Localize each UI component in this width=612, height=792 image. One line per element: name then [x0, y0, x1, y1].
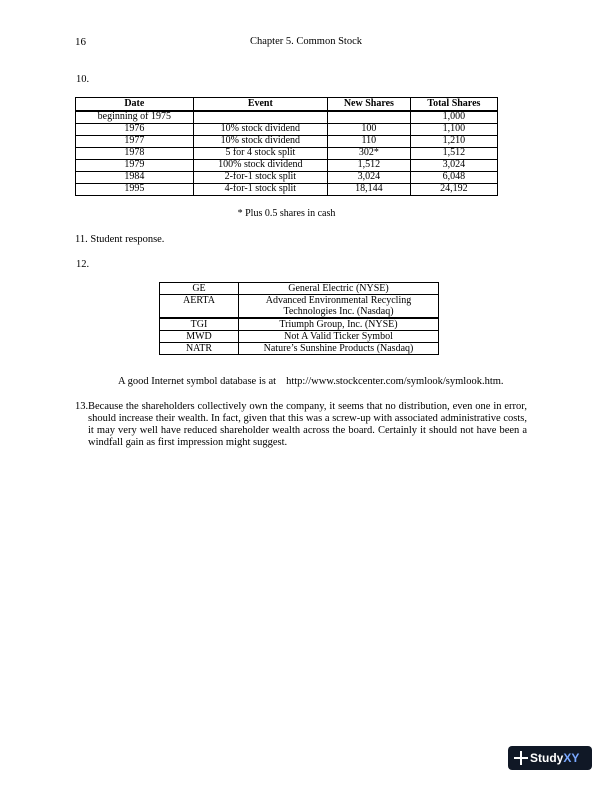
badge-xy-text: XY [563, 751, 580, 765]
table-row [160, 295, 439, 319]
cell-new-shares: 100 [328, 124, 411, 136]
table-row [160, 318, 439, 331]
cell-company: Triumph Group, Inc. (NYSE) [239, 318, 439, 331]
table-row [160, 343, 439, 355]
cell-event: 4-for-1 stock split [193, 184, 327, 196]
cell-ticker: AERTA [160, 295, 239, 319]
plus-icon [508, 746, 530, 770]
cell-new-shares [328, 111, 411, 124]
question-13 [75, 401, 527, 449]
column-header-total-shares: Total Shares [410, 98, 497, 112]
question-11: 11. Student response. [75, 234, 165, 245]
cell-ticker: MWD [160, 331, 239, 343]
cell-date: 1978 [76, 148, 194, 160]
studyxy-badge[interactable] [508, 746, 592, 770]
cell-company: Not A Valid Ticker Symbol [239, 331, 439, 343]
stock-history-table [75, 97, 498, 196]
badge-study-text: Study [530, 751, 564, 765]
table-row [76, 124, 498, 136]
cell-date: 1977 [76, 136, 194, 148]
cell-new-shares: 1,512 [328, 160, 411, 172]
question-12-label: 12. [76, 259, 90, 270]
table-row [76, 148, 498, 160]
column-header-event: Event [193, 98, 327, 112]
symbol-database-text: A good Internet symbol database is at [118, 376, 277, 387]
cell-new-shares: 18,144 [328, 184, 411, 196]
cell-event: 100% stock dividend [193, 160, 327, 172]
table-row [160, 283, 439, 295]
cell-total-shares: 3,024 [410, 160, 497, 172]
cell-total-shares: 1,000 [410, 111, 497, 124]
question-10-label: 10. [76, 74, 90, 85]
table-row [160, 331, 439, 343]
cell-total-shares: 1,512 [410, 148, 497, 160]
question-13-answer: Because the shareholders collectively own the company, it seems that no distribution, even one in error, should increase their wealth. In fact, given that this was a screw-up with associated administrative costs, it may very well have reduced shareholder wealth across the board. Certainly it should not have been a windfall gain as first impression might suggest. [88, 401, 527, 448]
cell-ticker: TGI [160, 318, 239, 331]
cell-ticker: GE [160, 283, 239, 295]
cell-date: beginning of 1975 [76, 111, 194, 124]
cell-new-shares: 110 [328, 136, 411, 148]
chapter-title: Chapter 5. Common Stock [250, 36, 362, 47]
symbol-database-note [118, 376, 504, 387]
cell-ticker: NATR [160, 343, 239, 355]
page-number: 16 [75, 36, 86, 48]
table-header-row [76, 98, 498, 112]
table-row [76, 172, 498, 184]
table-footnote: * Plus 0.5 shares in cash [237, 208, 336, 219]
cell-new-shares: 302* [328, 148, 411, 160]
cell-total-shares: 6,048 [410, 172, 497, 184]
cell-date: 1979 [76, 160, 194, 172]
cell-total-shares: 1,210 [410, 136, 497, 148]
cell-event: 10% stock dividend [193, 136, 327, 148]
cell-company: Advanced Environmental Recycling Technologies Inc. (Nasdaq) [239, 295, 439, 319]
cell-company: Nature’s Sunshine Products (Nasdaq) [239, 343, 439, 355]
cell-date: 1976 [76, 124, 194, 136]
table-row [76, 111, 498, 124]
column-header-new-shares: New Shares [328, 98, 411, 112]
ticker-table [159, 282, 439, 355]
cell-event: 10% stock dividend [193, 124, 327, 136]
symbol-database-url[interactable]: http://www.stockcenter.com/symlook/symlook.htm. [286, 376, 504, 387]
cell-total-shares: 1,100 [410, 124, 497, 136]
cell-company: General Electric (NYSE) [239, 283, 439, 295]
cell-date: 1995 [76, 184, 194, 196]
column-header-date: Date [76, 98, 194, 112]
table-row [76, 136, 498, 148]
table-row [76, 184, 498, 196]
table-row [76, 160, 498, 172]
cell-event [193, 111, 327, 124]
cell-total-shares: 24,192 [410, 184, 497, 196]
cell-event: 2-for-1 stock split [193, 172, 327, 184]
cell-event: 5 for 4 stock split [193, 148, 327, 160]
cell-date: 1984 [76, 172, 194, 184]
cell-new-shares: 3,024 [328, 172, 411, 184]
question-13-label: 13. [75, 401, 89, 412]
